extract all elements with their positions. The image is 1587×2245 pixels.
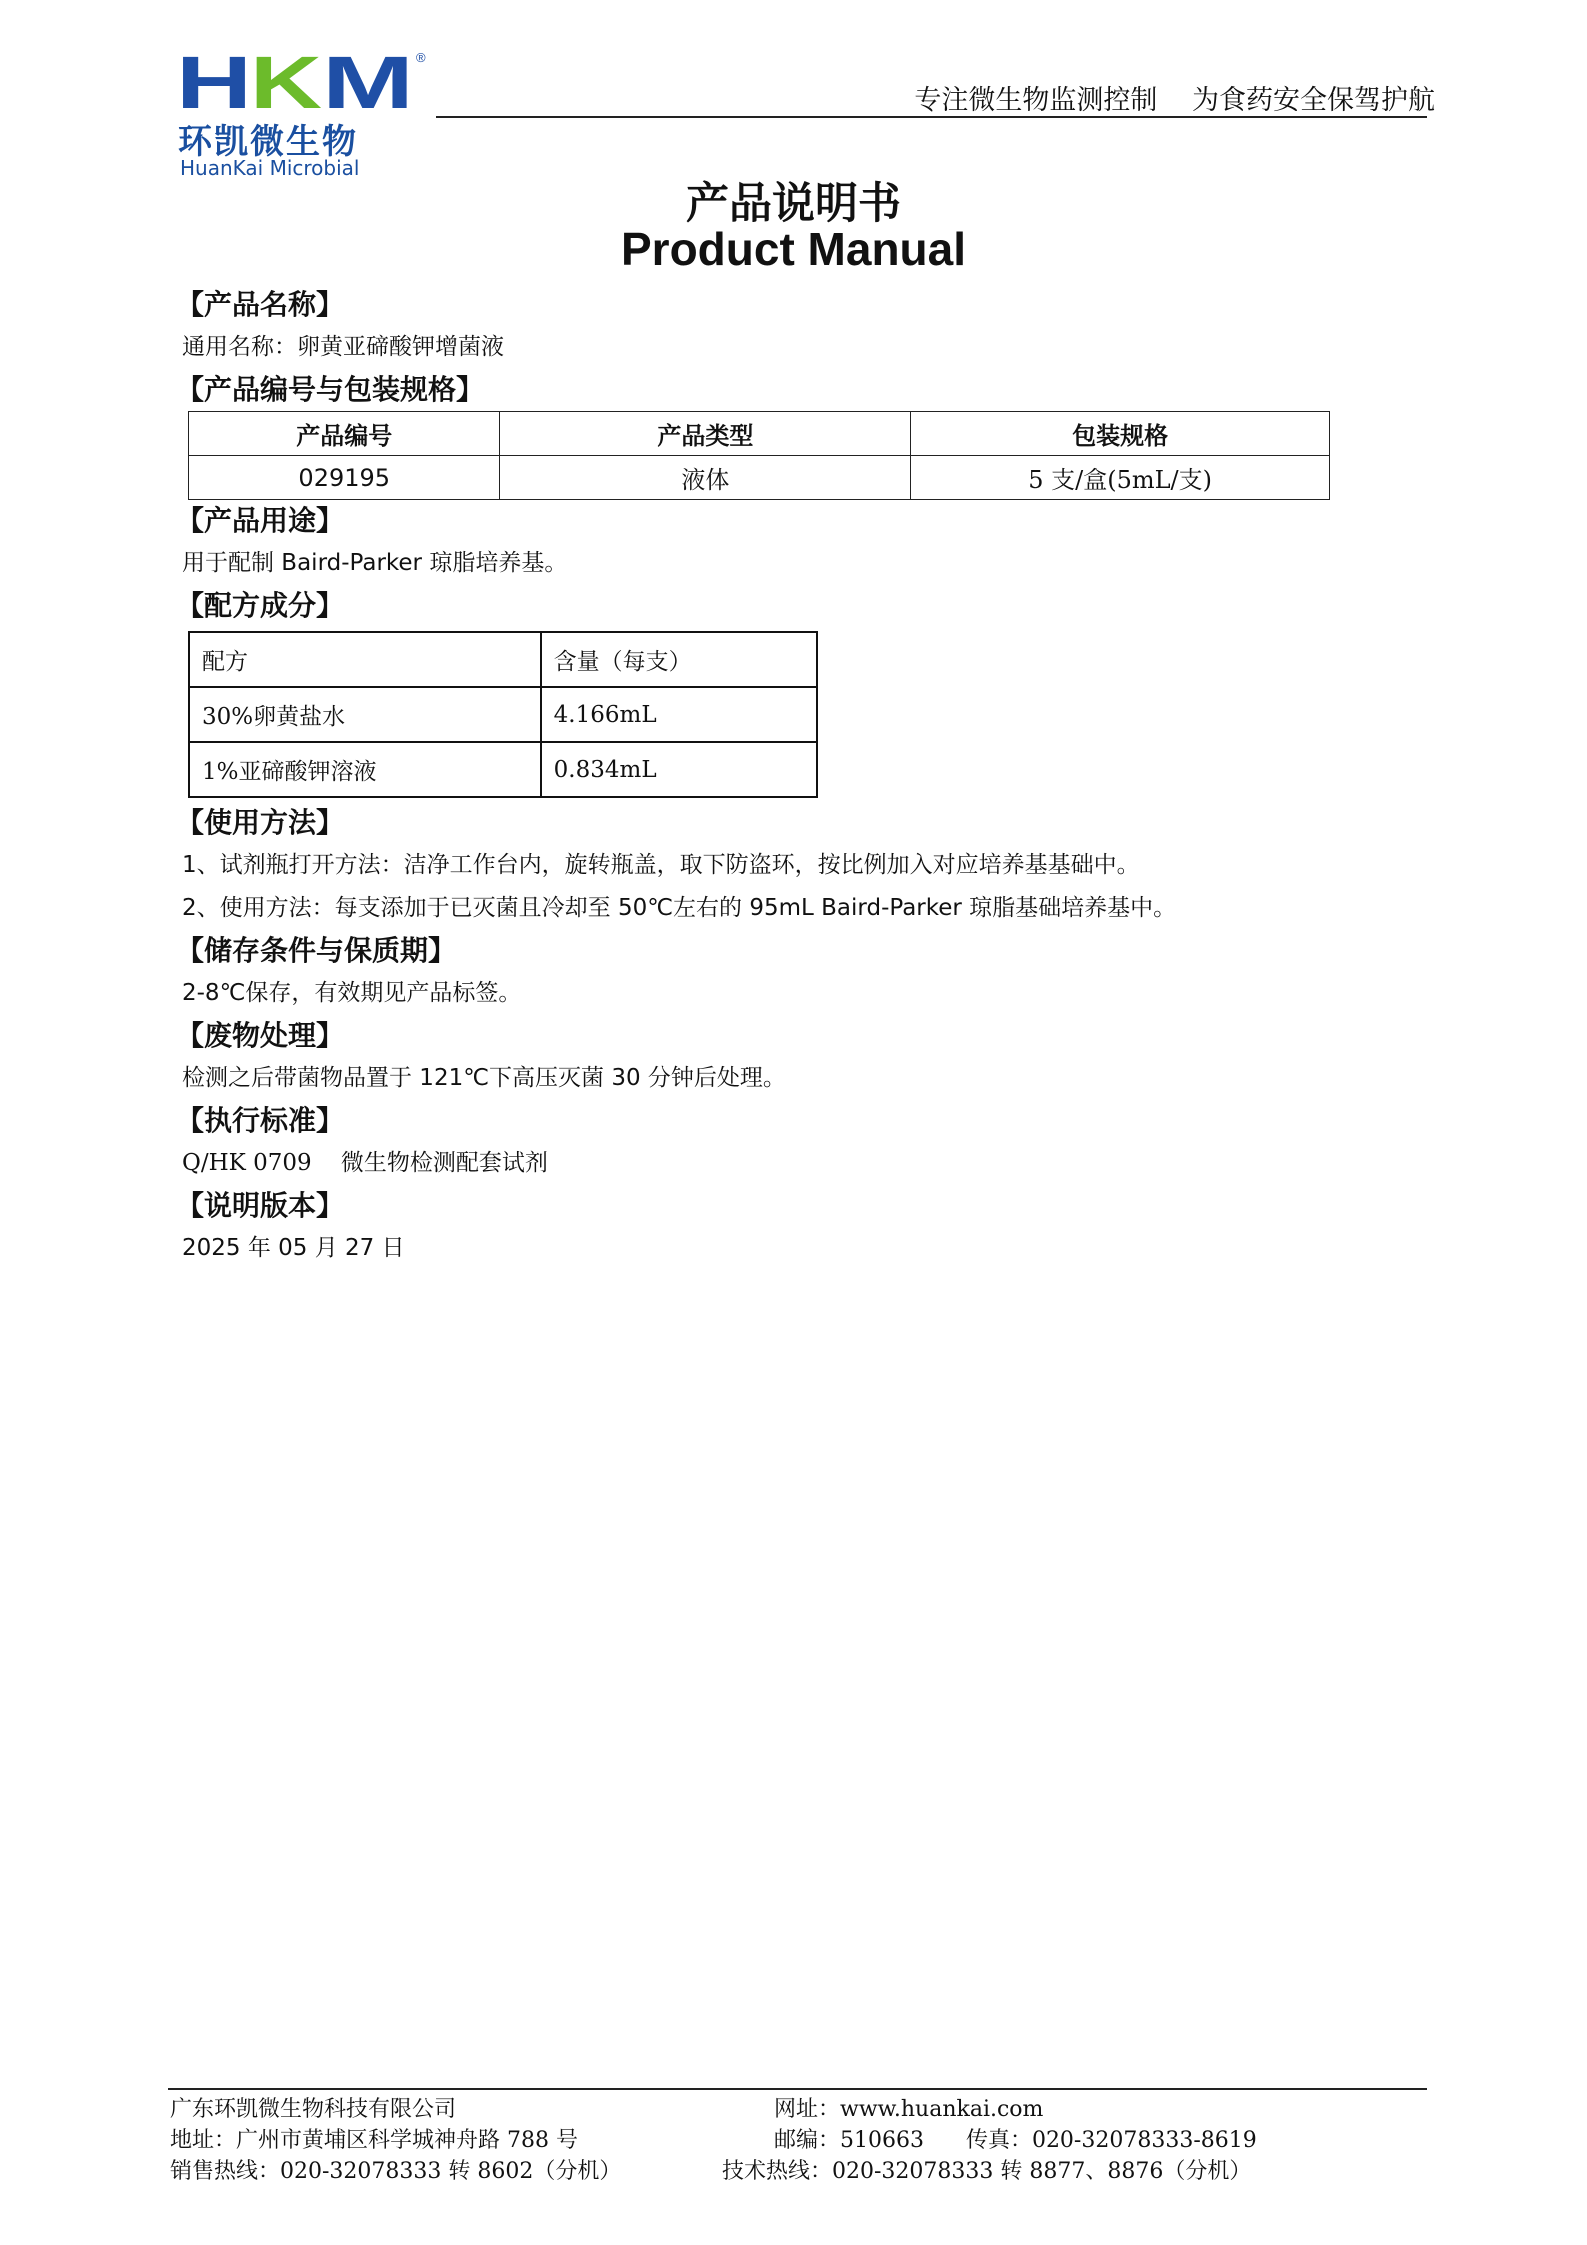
header-slogan [914,78,1435,117]
footer-divider [168,2088,1427,2090]
table-header-row [189,412,1330,456]
footer-postcode-fax: 邮编：510663 传真：020-32078333-8619 [774,2128,1257,2153]
table-header-cell: 配方 [189,632,541,687]
section-heading-method: 【使用方法】 [176,806,345,839]
table-header-cell: 含量（每支） [541,632,817,687]
page-title-english: Product Manual [620,223,967,275]
section-heading-standard: 【执行标准】 [176,1104,345,1137]
slogan-part-1: 专注微生物监测控制 [914,85,1158,116]
logo-letter-m: M [322,46,414,116]
footer-left [170,2094,621,2187]
table-header-row [189,632,817,687]
product-use-text: 用于配制 Baird-Parker 琼脂培养基。 [182,550,568,576]
footer-sales-hotline: 销售热线：020-32078333 转 8602（分机） [170,2159,622,2184]
product-type: 液体 [500,456,911,500]
storage-text: 2-8℃保存，有效期见产品标签。 [182,980,522,1006]
page-title-chinese: 产品说明书 [686,179,901,229]
hkm-logo-mark [176,46,436,116]
spec-table [188,411,1330,500]
footer-right [722,2094,1257,2187]
section-heading-use: 【产品用途】 [176,504,345,537]
footer-address: 地址：广州市黄埔区科学城神舟路 788 号 [170,2128,578,2153]
slogan-part-2: 为食药安全保驾护航 [1192,85,1435,116]
method-step-2: 2、使用方法：每支添加于已灭菌且冷却至 50℃左右的 95mL Baird-Parker 琼脂基础培养基中。 [182,895,1177,921]
header-divider [436,116,1427,118]
version-date: 2025 年 05 月 27 日 [182,1235,405,1261]
logo-letter-h: H [176,46,252,116]
formula-ingredient: 30%卵黄盐水 [189,687,541,742]
product-generic-name: 通用名称：卵黄亚碲酸钾增菌液 [182,334,504,360]
section-heading-formula: 【配方成分】 [176,589,345,622]
section-heading-version: 【说明版本】 [176,1189,345,1222]
section-heading-spec: 【产品编号与包装规格】 [176,373,485,406]
footer-company: 广东环凯微生物科技有限公司 [170,2097,457,2122]
standard-text: Q/HK 0709 微生物检测配套试剂 [182,1150,548,1176]
table-row [189,456,1330,500]
table-row [189,687,817,742]
formula-ingredient: 1%亚碲酸钾溶液 [189,742,541,797]
footer-tech-hotline: 技术热线：020-32078333 转 8877、8876（分机） [722,2159,1252,2184]
logo-chinese-name: 环凯微生物 [178,122,358,162]
logo-registered-mark: ® [416,50,426,65]
table-header-cell: 包装规格 [911,412,1330,456]
section-heading-product-name: 【产品名称】 [176,288,345,321]
package-spec: 5 支/盒(5mL/支) [911,456,1330,500]
manual-content [176,284,1416,1270]
logo-english-name: HuanKai Microbial [180,156,360,180]
table-row [189,742,817,797]
formula-amount: 0.834mL [541,742,817,797]
section-heading-storage: 【储存条件与保质期】 [176,934,457,967]
section-heading-waste: 【废物处理】 [176,1019,345,1052]
table-header-cell: 产品编号 [189,412,500,456]
product-number: 029195 [189,456,500,500]
method-step-1: 1、试剂瓶打开方法：洁净工作台内，旋转瓶盖，取下防盗环，按比例加入对应培养基基础中。 [182,852,1140,878]
table-header-cell: 产品类型 [500,412,911,456]
formula-table [188,631,818,798]
waste-text: 检测之后带菌物品置于 121℃下高压灭菌 30 分钟后处理。 [182,1065,786,1091]
formula-amount: 4.166mL [541,687,817,742]
footer-website: 网址：www.huankai.com [774,2097,1044,2122]
logo-letter-k: K [250,46,322,116]
company-logo [176,46,436,180]
